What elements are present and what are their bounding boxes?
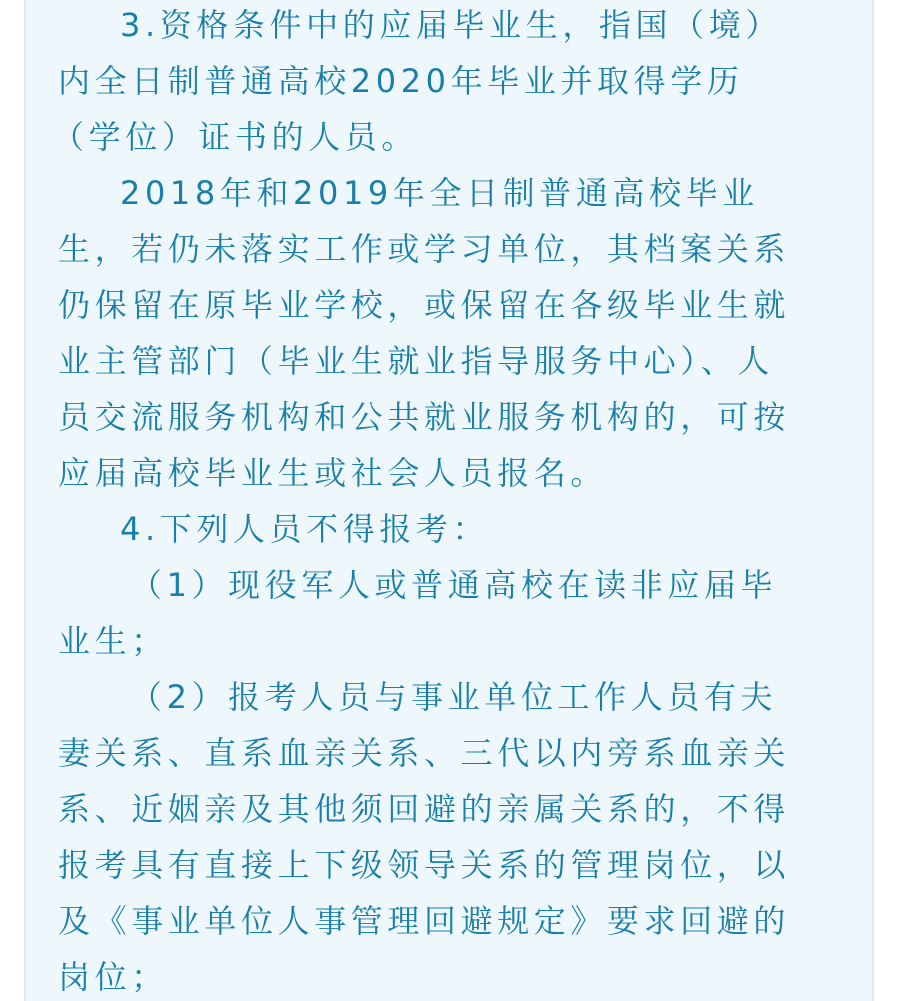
text-line: 生，若仍未落实工作或学习单位，其档案关系 — [58, 230, 791, 268]
text-line: 妻关系、直系血亲关系、三代以内旁系血亲关 — [58, 734, 791, 772]
text-line: 应届高校毕业生或社会人员报名。 — [58, 454, 608, 492]
text-line: 及《事业单位人事管理回避规定》要求回避的 — [58, 902, 791, 940]
text-line: 系、近姻亲及其他须回避的亲属关系的，不得 — [58, 790, 791, 828]
text-line: 2018年和2019年全日制普通高校毕业 — [120, 174, 759, 212]
text-line: 业主管部门（毕业生就业指导服务中心）、人 — [58, 342, 775, 380]
text-line: （1）现役军人或普通高校在读非应届毕 — [130, 566, 778, 604]
text-line: 业生； — [58, 622, 168, 660]
text-line: （2）报考人员与事业单位工作人员有夫 — [130, 678, 778, 716]
text-line: 仍保留在原毕业学校，或保留在各级毕业生就 — [58, 286, 791, 324]
text-line: 3.资格条件中的应届毕业生，指国（境） — [120, 6, 782, 44]
text-line: 内全日制普通高校2020年毕业并取得学历 — [58, 62, 744, 100]
text-line: 员交流服务机构和公共就业服务机构的，可按 — [58, 398, 791, 436]
text-line: （学位）证书的人员。 — [52, 118, 419, 156]
text-line: 4.下列人员不得报考： — [120, 510, 490, 548]
text-line: 岗位； — [58, 958, 168, 996]
text-line: 报考具有直接上下级领导关系的管理岗位，以 — [58, 846, 791, 884]
